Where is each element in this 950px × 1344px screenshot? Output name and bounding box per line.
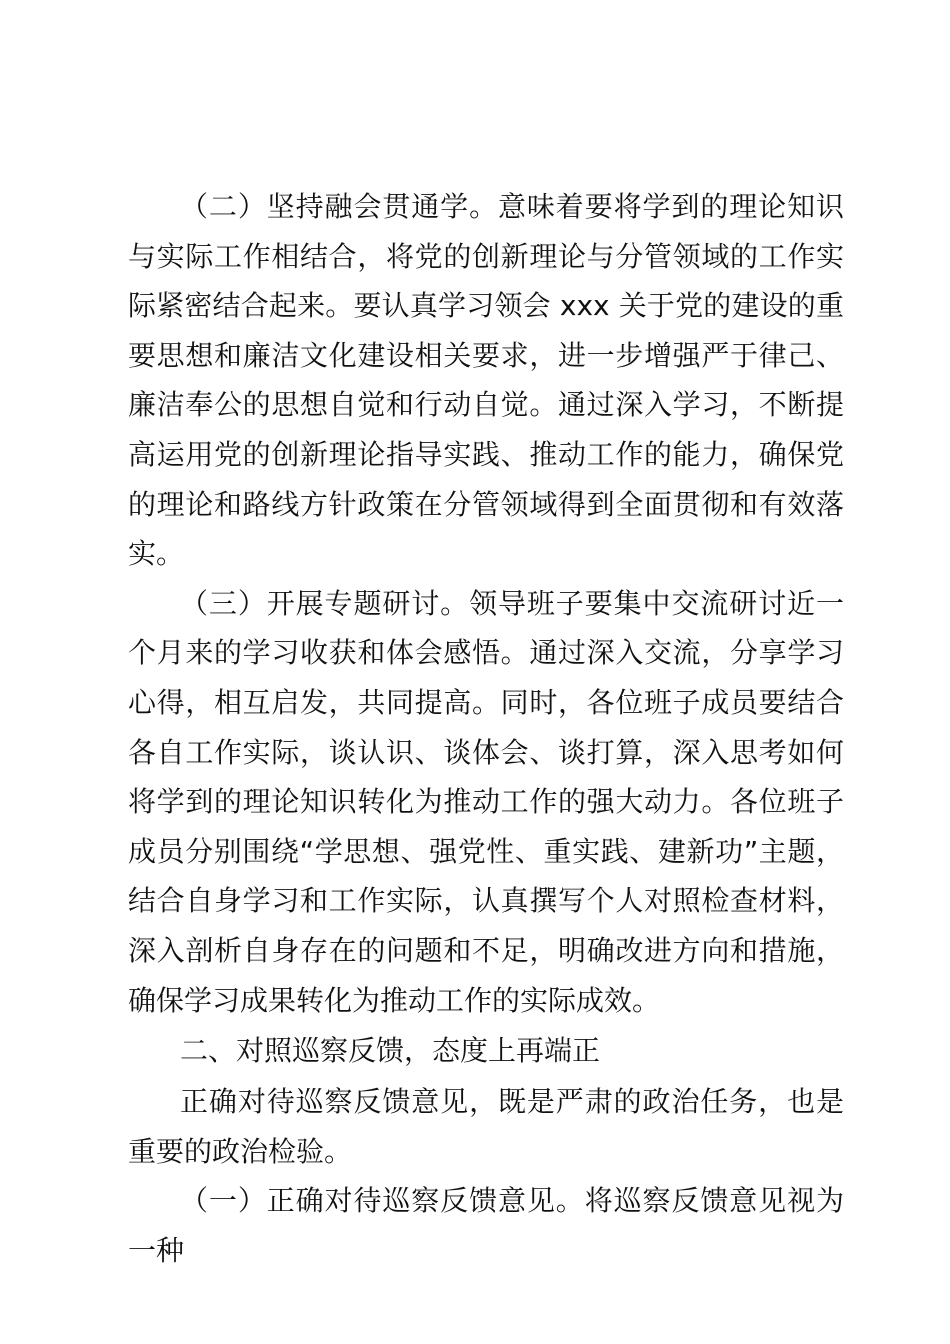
section-heading-inspection-feedback: 二、对照巡察反馈，态度上再端正 bbox=[180, 1034, 601, 1068]
paragraph-topic-discussion: （三）开展专题研讨。领导班子要集中交流研讨近一个月来的学习收获和体会感悟。通过深入交流，分享学习心得，相互启发，共同提高。同时，各位班子成员要结合各自工作实际，谈认识、谈体会、谈打算，深入思考如何将学到的理论知识转化为推动工作的强大动力。各位班子成员分别围绕“学思想、强党性、重实践、建新功”主题，结合自身学习和工作实际，认真撰写个人对照检查材料，深入剖析自身存在的问题和不足，明确改进方向和措施，确保学习成果转化为推动工作的实际成效。 bbox=[128, 586, 844, 1017]
document-body bbox=[128, 182, 844, 1275]
paragraph-treat-feedback: （一）正确对待巡察反馈意见。将巡察反馈意见视为一种 bbox=[128, 1184, 844, 1267]
paragraph-inspection-intro: 正确对待巡察反馈意见，既是严肃的政治任务，也是重要的政治检验。 bbox=[128, 1085, 844, 1168]
paragraph-integrate-learning: （二）坚持融会贯通学。意味着要将学到的理论知识与实际工作相结合，将党的创新理论与分管领域的工作实际紧密结合起来。要认真学习领会 xxx 关于党的建设的重要思想和廉洁文化建设相关要求，进一步增强严于律己、廉洁奉公的思想自觉和行动自觉。通过深入学习，不断提高运用党的创新理论指导实践、推动工作的能力，确保党的理论和路线方针政策在分管领域得到全面贯彻和有效落实。 bbox=[128, 190, 844, 571]
